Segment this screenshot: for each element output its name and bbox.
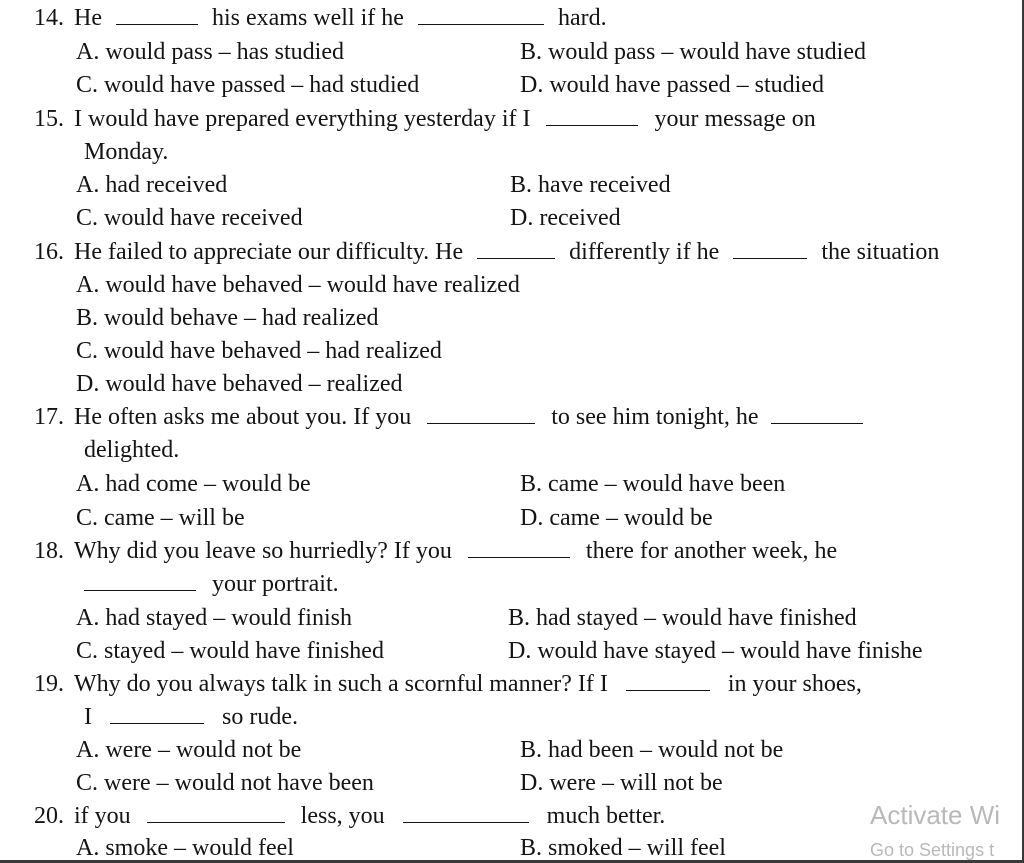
- answer-blank[interactable]: [626, 672, 710, 691]
- option-a[interactable]: A. smoke – would feel: [76, 835, 294, 861]
- question-number: 19.: [34, 671, 64, 697]
- question-text: so rude.: [222, 704, 298, 730]
- option-b[interactable]: B. have received: [510, 172, 671, 198]
- question-text: there for another week, he: [585, 538, 838, 564]
- question-number: 15.: [34, 106, 64, 132]
- activate-windows-watermark: Activate Wi: [870, 800, 1001, 830]
- answer-blank[interactable]: [403, 804, 529, 823]
- option-d[interactable]: D. received: [510, 205, 621, 231]
- question-number: 20.: [34, 803, 64, 829]
- question-stem: [34, 3, 607, 33]
- question-text: Why do you always talk in such a scornful manner? If I: [74, 671, 608, 697]
- option-b[interactable]: B. would pass – would have studied: [520, 39, 866, 65]
- option-d[interactable]: D. would have behaved – realized: [76, 371, 403, 397]
- option-c[interactable]: C. came – will be: [76, 505, 245, 531]
- question-text: I: [84, 704, 92, 730]
- question-text: in your shoes,: [727, 671, 862, 697]
- answer-blank[interactable]: [84, 572, 196, 591]
- option-c[interactable]: C. would have received: [76, 205, 303, 231]
- question-text: to see him tonight, he: [551, 404, 759, 430]
- option-c[interactable]: C. would have passed – had studied: [76, 72, 420, 98]
- question-text: if you: [74, 803, 131, 829]
- answer-blank[interactable]: [733, 240, 807, 259]
- answer-blank[interactable]: [110, 705, 204, 724]
- option-a[interactable]: A. were – would not be: [76, 737, 302, 763]
- question-text: much better.: [546, 803, 666, 829]
- question-stem: [34, 402, 869, 432]
- answer-blank[interactable]: [546, 107, 638, 126]
- option-c[interactable]: C. were – would not have been: [76, 770, 374, 796]
- option-a[interactable]: A. had come – would be: [76, 471, 311, 497]
- question-number: 16.: [34, 239, 64, 265]
- question-stem: [34, 669, 862, 699]
- question-stem: [34, 536, 837, 566]
- question-text-continued: delighted.: [84, 437, 180, 463]
- option-d[interactable]: D. would have stayed – would have finishe: [508, 638, 923, 664]
- question-text: your portrait.: [212, 571, 339, 597]
- option-b[interactable]: B. had been – would not be: [520, 737, 784, 763]
- answer-blank[interactable]: [771, 405, 863, 424]
- question-text-continued: Monday.: [84, 139, 169, 165]
- option-a[interactable]: A. would have behaved – would have realized: [76, 272, 520, 298]
- question-text: hard.: [557, 5, 607, 31]
- option-d[interactable]: D. would have passed – studied: [520, 72, 824, 98]
- option-d[interactable]: D. were – will not be: [520, 770, 723, 796]
- question-number: 18.: [34, 538, 64, 564]
- option-c[interactable]: C. would have behaved – had realized: [76, 338, 442, 364]
- question-text: less, you: [300, 803, 385, 829]
- question-stem: [34, 801, 665, 831]
- question-text-continued: [84, 702, 298, 732]
- option-b[interactable]: B. would behave – had realized: [76, 305, 379, 331]
- answer-blank[interactable]: [477, 240, 555, 259]
- question-stem: [34, 104, 816, 134]
- option-b[interactable]: B. came – would have been: [520, 471, 786, 497]
- question-text: Why did you leave so hurriedly? If you: [74, 538, 452, 564]
- question-text: the situation: [821, 239, 940, 265]
- option-b[interactable]: B. had stayed – would have finished: [508, 605, 857, 631]
- question-text: his exams well if he: [211, 5, 404, 31]
- option-b[interactable]: B. smoked – will feel: [520, 835, 726, 861]
- question-stem: [34, 237, 939, 267]
- question-text: differently if he: [569, 239, 720, 265]
- option-c[interactable]: C. stayed – would have finished: [76, 638, 384, 664]
- question-text: I would have prepared everything yesterday if I: [74, 106, 531, 132]
- question-text: your message on: [654, 106, 816, 132]
- option-a[interactable]: A. had stayed – would finish: [76, 605, 352, 631]
- go-to-settings-watermark: Go to Settings t: [870, 840, 995, 860]
- answer-blank[interactable]: [427, 405, 535, 424]
- question-text: He: [74, 5, 102, 31]
- question-text: He failed to appreciate our difficulty. He: [74, 239, 464, 265]
- question-number: 17.: [34, 404, 64, 430]
- answer-blank[interactable]: [468, 539, 570, 558]
- question-number: 14.: [34, 5, 64, 31]
- option-d[interactable]: D. came – would be: [520, 505, 713, 531]
- answer-blank[interactable]: [418, 6, 544, 25]
- answer-blank[interactable]: [116, 6, 198, 25]
- option-a[interactable]: A. had received: [76, 172, 228, 198]
- option-a[interactable]: A. would pass – has studied: [76, 39, 344, 65]
- question-text-continued: [84, 569, 339, 599]
- question-text: He often asks me about you. If you: [74, 404, 412, 430]
- answer-blank[interactable]: [147, 804, 285, 823]
